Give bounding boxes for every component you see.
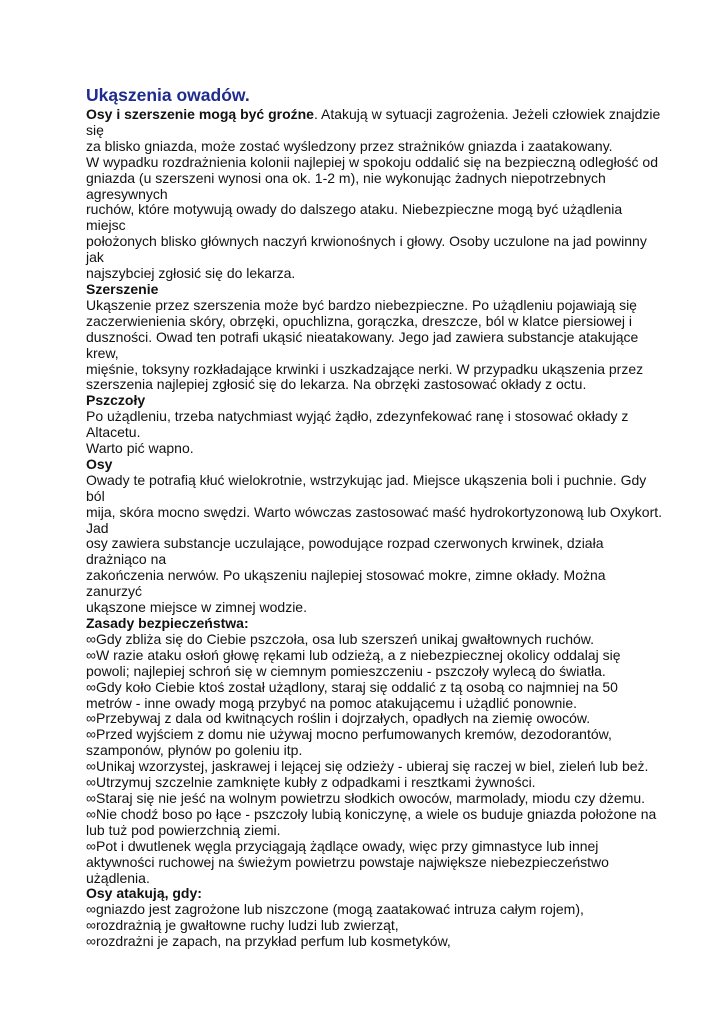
text-line: ∞Gdy koło Ciebie ktoś został użądlony, staraj się oddalić z tą osobą co najmniej na 50: [86, 678, 618, 695]
intro-lead-rest: . Atakują w sytuacji zagrożenia. Jeżeli człowiek znajdzie: [313, 106, 661, 122]
text-line: agresywnych: [86, 185, 168, 202]
text-line: najszybciej zgłosić się do lekarza.: [86, 265, 296, 282]
text-line: krew,: [86, 344, 119, 361]
text-line: Jad: [86, 519, 109, 536]
text-line: się: [86, 121, 104, 138]
text-line: metrów - inne owady mogą przybyć na pomoc atakującemu i użądlić ponownie.: [86, 694, 578, 711]
text-line: zanurzyć: [86, 583, 143, 600]
text-line: Ukąszenie przez szerszenia może być bardzo niebezpieczne. Po użądleniu pojawiają się: [86, 296, 637, 313]
text-line: ∞Przed wyjściem z domu nie używaj mocno perfumowanych kremów, dezodorantów,: [86, 726, 612, 743]
document-page: [86, 85, 663, 950]
page-title: Ukąszenia owadów.: [86, 85, 250, 105]
text-line: mija, skóra mocno swędzi. Warto wówczas zastosować maść hydrokortyzonową lub Oxykort.: [86, 503, 663, 520]
section-heading: Osy atakują, gdy:: [86, 885, 202, 902]
text-line: szamponów, płynów po goleniu itp.: [86, 742, 303, 759]
text-line: Owady te potrafią kłuć wielokrotnie, wstrzykując jad. Miejsce ukąszenia boli i puchnie. Gdy: [86, 471, 647, 488]
text-line: aktywności ruchowej na świeżym powietrzu powstaje największe niebezpieczeństwo: [86, 853, 609, 870]
text-line: zaczerwienienia skóry, obrzęki, opuchlizna, gorączka, dreszcze, ból w klatce piersiowej i: [86, 312, 632, 329]
text-line: użądlenia.: [86, 869, 150, 886]
text-line: lub tuż pod powierzchnią ziemi.: [86, 821, 281, 838]
text-line: ∞W razie ataku osłoń głowę rękami lub odzieżą, a z niebezpiecznej okolicy oddalaj się: [86, 646, 621, 663]
section: [86, 886, 646, 950]
text-line: ∞Pot i dwutlenek węgla przyciągają żądlące owady, więc przy gimnastyce lub innej: [86, 837, 599, 854]
text-line: gniazda (u szerszeni wynosi ona ok. 1-2 m), nie wykonując żadnych niepotrzebnych: [86, 169, 606, 186]
intro-lines: [86, 121, 659, 282]
text-line: ∞gniazdo jest zagrożone lub niszczone (mogą zaatakować intruza całym rojem),: [86, 901, 584, 918]
text-line: ∞Staraj się nie jeść na wolnym powietrzu słodkich owoców, marmolady, miodu czy dżemu.: [86, 789, 646, 806]
text-line: duszności. Owad ten potrafi ukąsić nieatakowany. Jego jad zawiera substancje atakujące: [86, 328, 639, 345]
section-heading: Szerszenie: [86, 280, 159, 297]
text-line: szerszenia najlepiej zgłosić się do lekarza. Na obrzęki zastosować okłady z octu.: [86, 376, 587, 393]
text-line: mięśnie, toksyny rozkładające krwinki i uszkadzające nerki. W przypadku ukąszenia przez: [86, 360, 644, 377]
text-line: Warto pić wapno.: [86, 440, 194, 457]
text-line: ∞rozdrażni je zapach, na przykład perfum lub kosmetyków,: [86, 933, 451, 950]
text-line: ∞Gdy zbliża się do Ciebie pszczoła, osa lub szerszeń unikaj gwałtownych ruchów.: [86, 630, 595, 647]
intro-first-line: [86, 106, 661, 123]
text-line: Po użądleniu, trzeba natychmiast wyjąć żądło, zdezynfekować ranę i stosować okłady z: [86, 408, 629, 425]
section: [86, 455, 663, 616]
text-line: ukąszone miejsce w zimnej wodzie.: [86, 599, 307, 616]
text-line: ∞Unikaj wzorzystej, jaskrawej i lejącej się odzieży - ubieraj się raczej w biel, zieleń lub beż.: [86, 758, 649, 775]
text-line: za blisko gniazda, może zostać wyśledzony przez strażników gniazda i zaatakowany.: [86, 137, 613, 154]
text-line: zakończenia nerwów. Po ukąszeniu najlepiej stosować mokre, zimne okłady. Można: [86, 567, 606, 584]
text-line: W wypadku rozdrażnienia kolonii najlepiej w spokoju oddalić się na bezpieczną odległość od: [86, 153, 659, 170]
text-line: Altacetu.: [86, 424, 141, 441]
text-line: ∞rozdrażnią je gwałtowne ruchy ludzi lub zwierząt,: [86, 917, 399, 934]
section: [86, 393, 646, 457]
sections: [86, 280, 663, 950]
text-line: jak: [86, 249, 104, 266]
section-heading: Osy: [86, 455, 113, 472]
section-heading: Zasady bezpieczeństwa:: [86, 615, 249, 631]
section: [86, 282, 646, 393]
text-line: położonych blisko głównych naczyń krwionośnych i głowy. Osoby uczulone na jad powinny: [86, 233, 647, 250]
text-line: ∞Nie chodź boso po łące - pszczoły lubią koniczynę, a wiele os buduje gniazda położone na: [86, 805, 657, 822]
section: [86, 615, 657, 886]
text-line: drażniąco na: [86, 551, 167, 568]
text-line: osy zawiera substancje uczulające, powodujące rozpad czerwonych krwinek, działa: [86, 535, 604, 552]
text-line: miejsc: [86, 217, 126, 234]
intro-lead-bold: Osy i szerszenie mogą być groźne: [86, 106, 314, 122]
text-line: ruchów, które motywują owady do dalszego ataku. Niebezpieczne mogą być użądlenia: [86, 201, 623, 218]
text-line: ból: [86, 487, 105, 504]
text-line: powoli; najlepiej schroń się w ciemnym pomieszczeniu - pszczoły wylecą do światła.: [86, 662, 606, 679]
text-line: ∞Przebywaj z dala od kwitnących roślin i dojrzałych, opadłych na ziemię owoców.: [86, 710, 591, 727]
text-line: ∞Utrzymuj szczelnie zamknięte kubły z odpadkami i resztkami żywności.: [86, 774, 536, 791]
section-heading: Pszczoły: [86, 392, 146, 409]
intro-paragraph: [86, 106, 661, 282]
